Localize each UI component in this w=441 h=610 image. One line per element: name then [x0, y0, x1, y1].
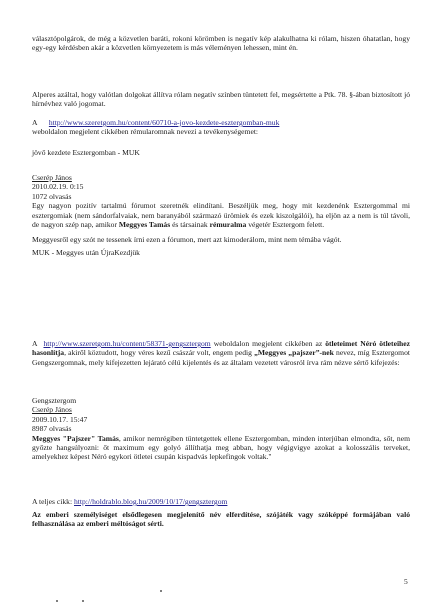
quote-2-title: Gengsztergom [32, 396, 77, 405]
scan-speck [56, 600, 58, 602]
comment-2-author: Cserép János [32, 405, 72, 415]
quote-1-title: jövő kezdete Esztergomban - MUK [32, 148, 140, 157]
citation-1-link[interactable]: http://www.szeretgom.hu/content/60710-a-jovo-kezdete-esztergomban-muk [48, 118, 280, 127]
full-article-label: A teljes cikk: [32, 497, 73, 506]
page-number: 5 [404, 577, 408, 586]
comment-2-date: 2009.10.17. 15:47 [32, 414, 88, 424]
comment-2-body: Meggyes "Pajszer" Tamás, amikor nemrégiben tüntetgettek ellene Esztergomban, minden interjúban elmondta, sőt, nem győzte hangsúlyozni: őt maximum egy golyó állíthatja meg abban, hogy végigvigye azokat a kolosszális terveket, amelyekhez képest Néró egykori ötletei csupán kispadvás lepkefingok voltak." [32, 433, 410, 462]
scan-speck [160, 590, 162, 592]
citation-2-link[interactable]: http://www.szeretgom.hu/content/58371-gengsztergom [43, 339, 211, 348]
full-article-link[interactable]: http://holdrablo.blog.hu/2009/10/17/gengsztergom [73, 497, 228, 506]
comment-1 [32, 173, 410, 257]
citation-1-text: weboldalon megjelent cikkében rémularomnak nevezi a tevékenységemet: [32, 127, 259, 137]
citation-1 [32, 118, 410, 137]
full-article-line [32, 497, 410, 506]
comment-2 [32, 396, 410, 462]
comment-1-author: Cserép János [32, 173, 72, 182]
paragraph-reputation-claim: Alperes azáltal, hogy valótlan dolgokat állítva rólam negatív színben tüntetett fel, megsértette a Ptk. 78. §-ában biztosított jó hírnévhez való jogomat. [32, 90, 410, 109]
citation-1-prefix: A [32, 118, 38, 127]
comment-1-reads: 1072 olvasás [32, 191, 72, 201]
comment-1-date: 2010.02.19. 0:15 [32, 182, 84, 192]
bold-name: Meggyes Tamás [118, 220, 171, 230]
bold-comparison: ötleteimet Néró ötleteihez hasonlítja [32, 339, 411, 358]
comment-2-reads: 8987 olvasás [32, 424, 72, 434]
comment-1-body: Egy nagyon pozitív tartalmú fórumot szeretnék elindítani. Beszéljük meg, hogy mit kezdenénk Esztergommal mi esztergomiak (nem sándorfalvaiak, nem baranyából származó ürömiek és ezek kiszolgálói), ha eljön az a nem is túl távoli, de nagyon szép nap, amikor Meggyes Tamás és társainak rémuralma végetér Esztergom felett. [32, 201, 410, 230]
comment-1-body-2: Meggyesről egy szót ne tessenek írni ezen a fórumon, mert azt kimoderálom, mint nem témába vágót. [32, 235, 342, 245]
paragraph-consequences: választópolgárok, de még a közvetlen baráti, rokoni körömben is negatív kép alakulhatna ki rólam, hiszen óhatatlan, hogy egy-egy kérdésben akár a közvetlen környezetem is más véleményen lehessen, mint én. [32, 34, 410, 53]
closing-statement: Az emberi személyiséget elsődlegesen megjelenítő név elferdítése, szójáték vagy szóképpé formájában való felhasználása az emberi méltóságot sérti. [32, 510, 410, 529]
bold-intro: Meggyes "Pajszer" Tamás [32, 433, 119, 443]
comment-1-signature: MUK - Meggyes után ÚjraKezdjük [32, 247, 140, 257]
bold-word: rémuralma [209, 220, 247, 230]
citation-2: A http://www.szeretgom.hu/content/58371-gengsztergom weboldalon megjelent cikkében az ötleteimet Néró ötleteihez hasonlítja, akiről köztudott, hogy véres kezű császár volt, engem pedig „Meggyes „pajszer”-nek nevez, míg Esztergomot Gengszergomnak, mely kifejezetten lejárató célú kijelentés és az általam vezetett városról írva rám nézve sértő kifejezés: [32, 339, 411, 367]
bold-nickname: „Meggyes „pajszer”-nek [254, 348, 334, 358]
scan-speck [82, 600, 84, 602]
